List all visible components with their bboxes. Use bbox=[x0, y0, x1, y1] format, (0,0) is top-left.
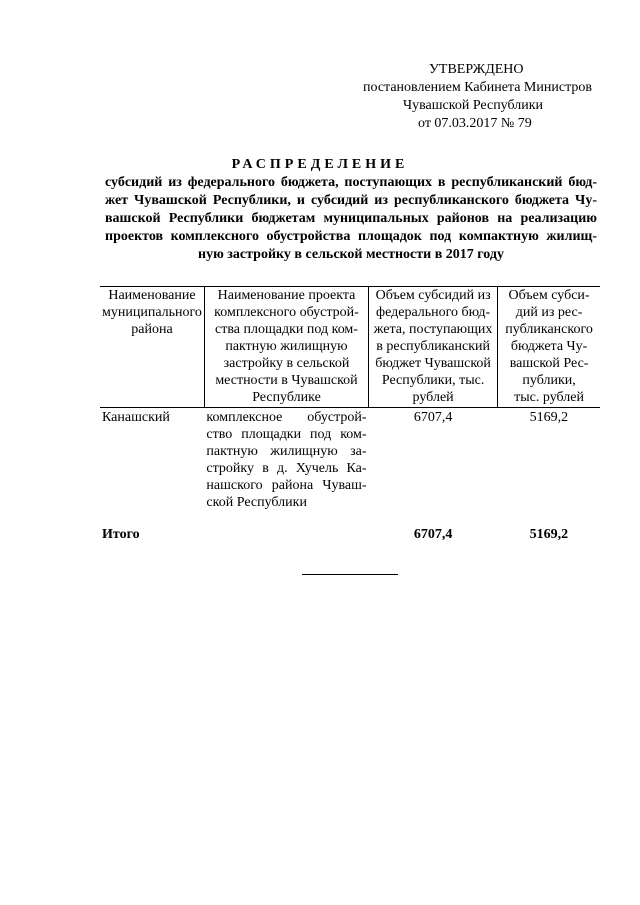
subtitle-line: ную застройку в сельской местности в 2017 году bbox=[198, 247, 504, 262]
cell-district: Канашский bbox=[102, 410, 170, 425]
subsidy-table bbox=[100, 286, 600, 543]
header-republic-subsidy: Объем субси- дий из рес- публиканского бюджета Чу- вашской Рес- публики, тыс. рублей bbox=[498, 287, 600, 408]
total-republic-amount: 5169,2 bbox=[529, 527, 569, 542]
header-project: Наименование проекта комплексного обустрой- ства площадки под ком- пактную жилищную застройку в сельской местности в Чувашской Республике bbox=[204, 287, 368, 408]
document-title: РАСПРЕДЕЛЕНИЕ bbox=[231, 157, 409, 172]
approval-block bbox=[330, 61, 640, 133]
header-district: Наименование муниципального района bbox=[100, 287, 204, 408]
approval-republic: Чувашской Республики bbox=[403, 98, 544, 113]
approval-issuer: постановлением Кабинета Министров bbox=[363, 80, 592, 95]
closing-separator-line bbox=[302, 574, 398, 575]
total-label: Итого bbox=[102, 527, 140, 542]
subtitle-line: проектов комплексного обустройства площадок под компактную жилищ- bbox=[105, 229, 597, 244]
table-header-row bbox=[100, 287, 600, 408]
subtitle-line: вашской Республики бюджетам муниципальных районов на реализацию bbox=[105, 211, 597, 226]
cell-republic-amount: 5169,2 bbox=[529, 410, 569, 425]
table-total-row bbox=[100, 525, 600, 543]
total-federal-amount: 6707,4 bbox=[413, 527, 453, 542]
header-federal-subsidy: Объем субсидий из федерального бюд- жета, поступающих в республиканский бюджет Чувашской Республики, тыс. рублей bbox=[369, 287, 498, 408]
cell-federal-amount: 6707,4 bbox=[413, 410, 453, 425]
table-row bbox=[100, 408, 600, 512]
subtitle-line: жет Чувашской Республики, и субсидий из республиканского бюджета Чу- bbox=[105, 193, 597, 208]
approval-heading: УТВЕРЖДЕНО bbox=[429, 62, 524, 77]
document-subtitle bbox=[105, 174, 597, 264]
cell-project: комплексное обустрой- ство площадки под ком- пактную жилищную за- стройку в д. Хучель Ка- нашского района Чуваш- ской Республики bbox=[206, 410, 367, 510]
subtitle-line: субсидий из федерального бюджета, поступающих в республиканский бюд- bbox=[105, 175, 597, 190]
approval-date-number: от 07.03.2017 № 79 bbox=[418, 116, 532, 131]
table-spacer bbox=[100, 511, 600, 525]
